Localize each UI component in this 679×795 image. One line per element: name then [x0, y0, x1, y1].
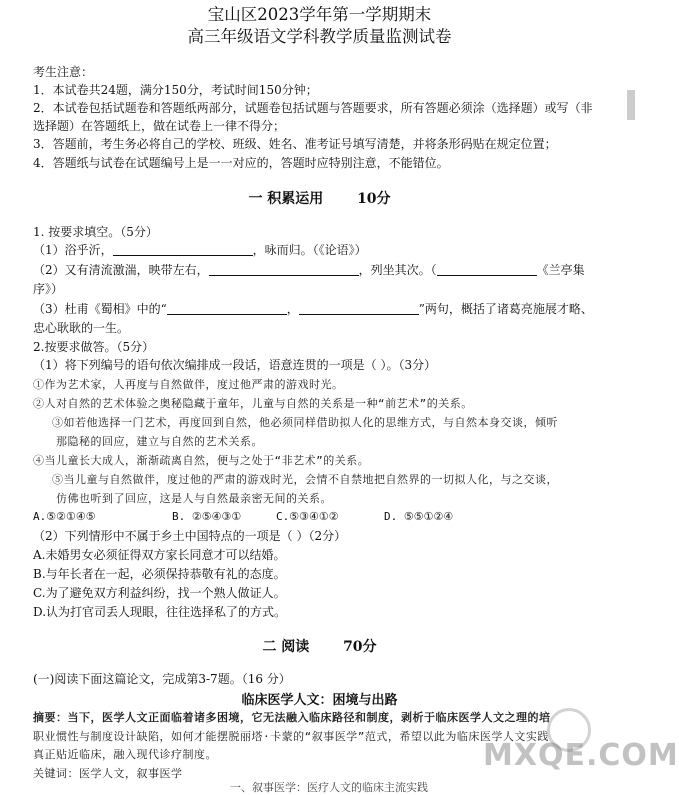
q1-part3-post: ”两句，概括了诸葛亮施展才略、 [418, 302, 593, 316]
notice-item-2: 2．本试卷包括试题卷和答题纸两部分，试题卷包括试题与答题要求，所有答题必须涂（选择题）或写（非 [33, 101, 593, 115]
q2-sentence-5b: 仿佛也听到了回应，这是人与自然最亲密无间的关系。 [56, 492, 332, 505]
notice-item-4: 4．答题纸与试卷在试题编号上是一一对应的，答题时应特别注意，不能错位。 [33, 156, 449, 170]
q2-option-b[interactable]: B. ②⑤④③① [172, 510, 242, 523]
q2-option-a[interactable]: A.⑤②①④⑤ [33, 510, 96, 523]
keywords-line: 关键词：医学人文，叙事医学 [33, 767, 183, 780]
answer-blank[interactable] [209, 263, 359, 276]
q1-part2-pre: （2）又有清流激湍，映带左右， [33, 263, 209, 277]
answer-blank[interactable] [167, 302, 287, 315]
exam-title-line1: 宝山区2023学年第一学期期末 [207, 5, 432, 24]
section-2-score: 70分 [343, 639, 377, 655]
section-1-score: 10分 [357, 191, 391, 207]
q1-part2-mid: ，列坐其次。（ [358, 263, 437, 277]
q2-option-d[interactable]: D. ⑤⑤①②④ [384, 510, 454, 523]
q2-sub2-option-b[interactable]: B.与年长者在一起，必须保持恭敬有礼的态度。 [33, 567, 286, 581]
q2-sentence-5a: ⑤当儿童与自然做伴，度过他的严肃的游戏时光，会情不自禁地把自然界的一切拟人化，与之交谈， [52, 473, 558, 486]
q2-sub2-option-c[interactable]: C.为了避免双方利益纠纷，找一个熟人做证人。 [33, 586, 286, 600]
q1-part2-post: 《兰亭集 [536, 263, 585, 277]
page-edge-tab [627, 90, 635, 120]
q2-sentence-3a: ③如若他选择一门艺术，再度回到自然，他必须同样借助拟人化的思维方式，与自然本身交谈，倾听 [52, 416, 558, 429]
q1-part3 [33, 301, 627, 318]
q1-part1 [33, 242, 627, 259]
article-title: 临床医学人文：困境与出路 [241, 693, 398, 708]
section-1-label: 一 积累运用 [248, 191, 324, 207]
abstract-text-1: 摘要：当下，医学人文正面临着诸多困境，它无法融入临床路径和制度，剥析于临床医学人文之理的培 [33, 711, 551, 724]
exam-title-line2: 高三年级语文学科教学质量监测试卷 [187, 27, 452, 46]
q2-sentence-4: ④当儿童长大成人，渐渐疏离自然，便与之处于“非艺术”的关系。 [33, 454, 370, 467]
q2-sentence-1: ①作为艺术家，人再度与自然做伴，度过他严肃的游戏时光。 [33, 378, 344, 391]
q2-sentence-3b: 那隐秘的回应，建立与自然的艺术关系。 [56, 435, 263, 448]
q1-part3-sep: ， [286, 302, 299, 316]
q2-sub1: （1）将下列编号的语句依次编排成一段话，语意连贯的一项是（ ）。（3分） [33, 358, 437, 372]
q1-part2 [33, 262, 627, 279]
notice-item-1: 1．本试卷共24题，满分150分，考试时间150分钟； [33, 83, 318, 97]
next-heading-cut: 一、叙事医学：医疗人文的临床主流实践 [230, 781, 428, 794]
reading-intro: (一)阅读下面这篇论文，完成第3-7题。（16 分） [33, 672, 291, 686]
q2-sub2-option-d[interactable]: D.认为打官司丢人现眼，往往选择私了的方式。 [33, 605, 287, 619]
section-2-heading [0, 636, 639, 656]
q1-stem: 1. 按要求填空。（5分） [33, 225, 158, 239]
answer-blank[interactable] [437, 263, 537, 276]
q2-sub2-option-a[interactable]: A.未婚男女必须征得双方家长同意才可以结婚。 [33, 548, 286, 562]
q1-part1-post: ，咏而归。（《论语》） [252, 243, 367, 257]
section-1-heading [0, 188, 639, 208]
abstract-line-3: 真正贴近临床，融入现代诊疗制度。 [33, 748, 217, 761]
q2-sentence-2: ②人对自然的艺术体验之奥秘隐藏于童年，儿童与自然的关系是一种“前艺术”的关系。 [33, 397, 473, 410]
abstract-line-2: 职业惯性与制度设计缺陷，如何才能摆脱丽塔·卡蒙的“叙事医学”范式，希望以此为临床医学人文实践 [33, 730, 549, 743]
answer-blank[interactable] [299, 302, 419, 315]
abstract-line-1 [33, 709, 627, 726]
answer-blank[interactable] [113, 243, 253, 256]
q1-part3-cont: 忠心耿耿的一生。 [33, 321, 130, 335]
q1-part1-pre: （1）浴乎沂， [33, 243, 113, 257]
watermark-logo: MXQE.COM [483, 738, 679, 773]
q2-sub2: （2）下列情形中不属于乡土中国特点的一项是（ ）（2分） [33, 529, 347, 543]
q1-part2-cont: 序》） [33, 282, 64, 296]
q1-part3-pre: （3）杜甫《蜀相》中的“ [33, 302, 167, 316]
notice-item-2-cont: 选择题）在答题纸上，做在试卷上一律不得分； [33, 119, 286, 133]
notice-heading: 考生注意： [33, 65, 94, 79]
q2-option-c[interactable]: C.⑤③④①② [276, 510, 339, 523]
section-2-label: 二 阅读 [262, 639, 310, 655]
notice-item-3: 3．答题前，考生务必将自己的学校、班级、姓名、准考证号填写清楚，并将条形码贴在规定位置； [33, 137, 557, 151]
q2-stem: 2.按要求做答。（5分） [33, 340, 155, 354]
